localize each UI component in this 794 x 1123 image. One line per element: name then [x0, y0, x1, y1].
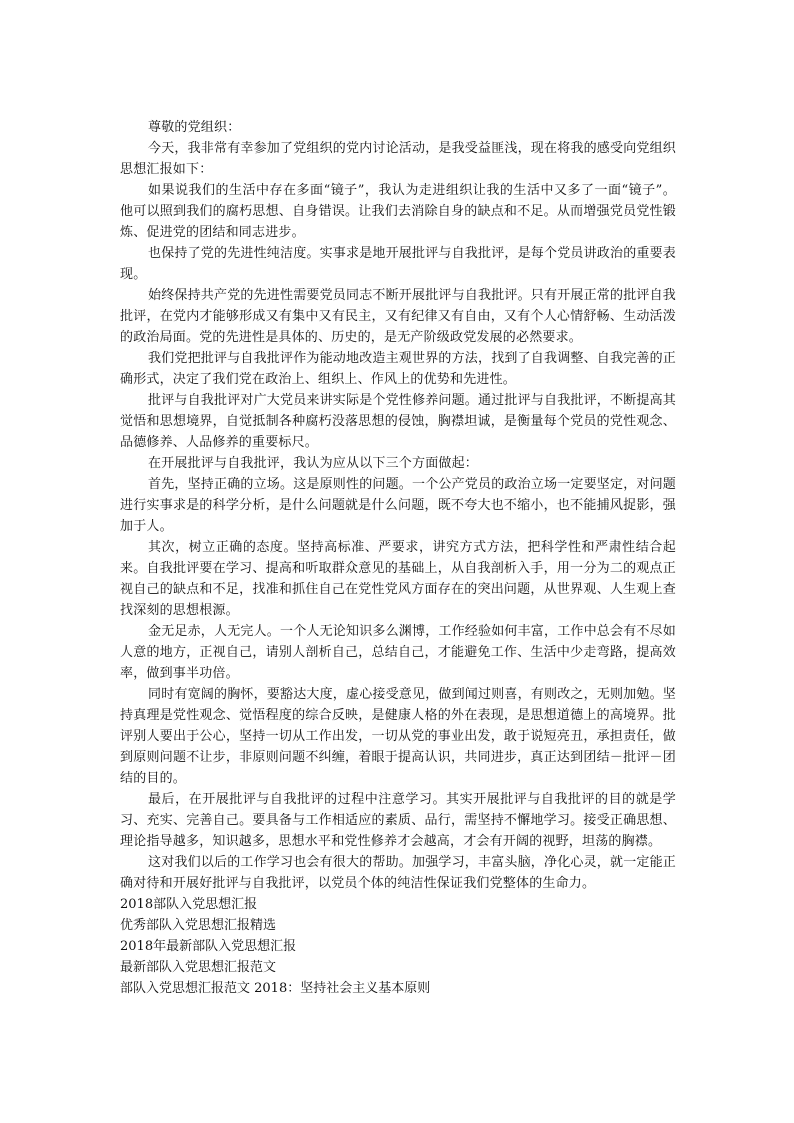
- document-body: [120, 117, 676, 999]
- body-paragraph: 首先，坚持正确的立场。这是原则性的问题。一个公产党员的政治立场一定要坚定，对问题进行实事求是的科学分析，是什么问题就是什么问题，既不夸大也不缩小，也不能捕风捉影，强加于人。: [120, 477, 677, 534]
- body-paragraph: 今天，我非常有幸参加了党组织的党内讨论活动，是我受益匪浅，现在将我的感受向党组织思想汇报如下：: [120, 141, 677, 177]
- body-paragraph: 最后，在开展批评与自我批评的过程中注意学习。其实开展批评与自我批评的目的就是学习、充实、完善自己。要具备与工作相适应的素质、品行，需坚持不懈地学习。接受正确思想、理论指导越多，知识越多，思想水平和党性修养才会越高，才会有开阔的视野，坦荡的胸襟。: [120, 792, 676, 849]
- related-link[interactable]: 优秀部队入党思想汇报精选: [120, 918, 277, 933]
- body-paragraph: 始终保持共产党的先进性需要党员同志不断开展批评与自我批评。只有开展正常的批评自我批评，在党内才能够形成又有集中又有民主，又有纪律又有自由，又有个人心情舒畅、生动活泼的政治局面。党的先进性是具体的、历史的，是无产阶级政党发展的必然要求。: [120, 288, 677, 345]
- body-paragraph: 金无足赤，人无完人。一个人无论知识多么渊博，工作经验如何丰富，工作中总会有不尽如人意的地方，正视自己，请别人剖析自己，总结自己，才能避免工作、生活中少走弯路，提高效率，做到事半功倍。: [120, 624, 677, 681]
- body-paragraph: 也保持了党的先进性纯洁度。实事求是地开展批评与自我批评，是每个党员讲政治的重要表现。: [120, 246, 677, 282]
- body-paragraph: 如果说我们的生活中存在多面“镜子”，我认为走进组织让我的生活中又多了一面“镜子”。他可以照到我们的腐朽思想、自身错误。让我们去消除自身的缺点和不足。从而增强党员党性锻炼、促进党的团结和同志进步。: [120, 183, 676, 240]
- body-paragraph: 这对我们以后的工作学习也会有很大的帮助。加强学习，丰富头脑，净化心灵，就一定能正确对待和开展好批评与自我批评，以党员个体的纯洁性保证我们党整体的生命力。: [120, 855, 677, 891]
- salutation: 尊敬的党组织：: [148, 120, 241, 135]
- body-paragraph: 在开展批评与自我批评，我认为应从以下三个方面做起：: [148, 456, 479, 471]
- related-link[interactable]: 2018年最新部队入党思想汇报: [120, 939, 297, 954]
- body-paragraph: 其次，树立正确的态度。坚持高标准、严要求，讲究方式方法，把科学性和严肃性结合起来。自我批评要在学习、提高和听取群众意见的基础上，从自我剖析入手，用一分为二的观点正视自己的缺点和不足，找准和抓住自己在党性党风方面存在的突出问题，从世界观、人生观上查找深刻的思想根源。: [120, 540, 676, 618]
- related-link[interactable]: 最新部队入党思想汇报范文: [120, 960, 277, 975]
- body-paragraph: 批评与自我批评对广大党员来讲实际是个党性修养问题。通过批评与自我批评，不断提高其觉悟和思想境界，自觉抵制各种腐朽没落思想的侵蚀，胸襟坦诚，是衡量每个党员的党性观念、品德修养、人品修养的重要标尺。: [120, 393, 677, 450]
- related-link[interactable]: 部队入党思想汇报范文 2018：坚持社会主义基本原则: [120, 981, 431, 996]
- body-paragraph: 我们党把批评与自我批评作为能动地改造主观世界的方法，找到了自我调整、自我完善的正确形式，决定了我们党在政治上、组织上、作风上的优势和先进性。: [120, 351, 677, 387]
- body-paragraph: 同时有宽阔的胸怀，要豁达大度，虚心接受意见，做到闻过则喜，有则改之，无则加勉。坚持真理是党性观念、觉悟程度的综合反映，是健康人格的外在表现，是思想道德上的高境界。批评别人要出于公心，坚持一切从工作出发，一切从党的事业出发，敢于说短亮丑，承担责任，做到原则问题不让步，非原则问题不纠缠，着眼于提高认识，共同进步，真正达到团结－批评－团结的目的。: [120, 687, 677, 786]
- related-links: [120, 894, 676, 999]
- related-link[interactable]: 2018部队入党思想汇报: [120, 897, 258, 912]
